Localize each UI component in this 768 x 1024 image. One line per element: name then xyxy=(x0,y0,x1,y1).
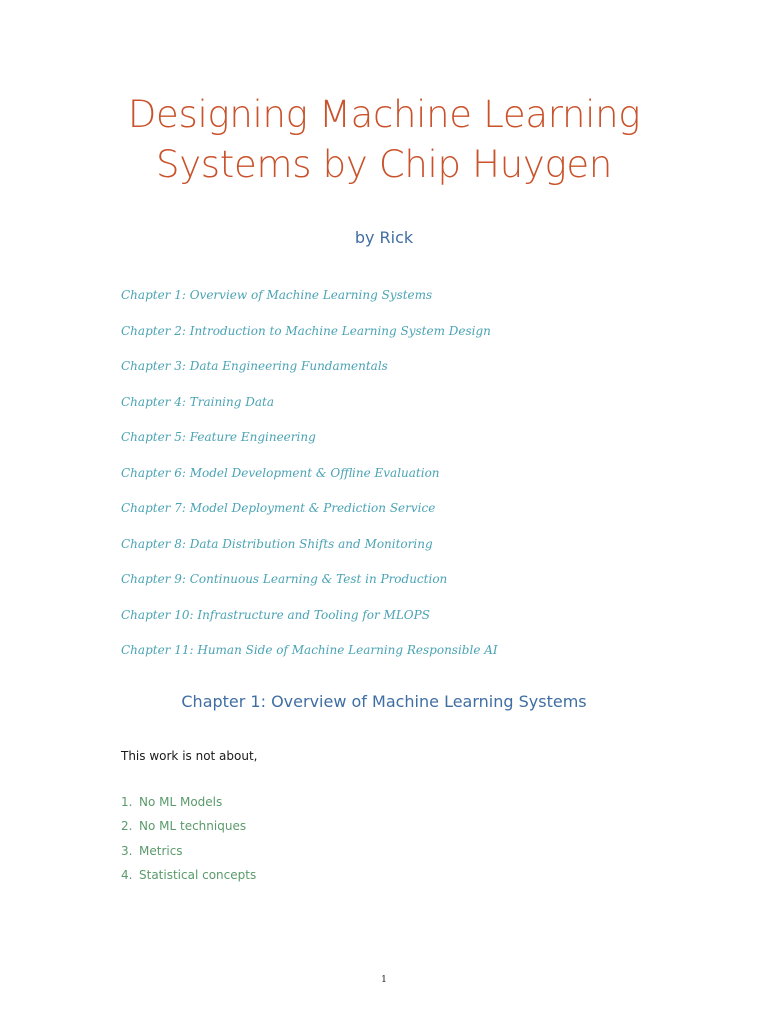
section-heading: Chapter 1: Overview of Machine Learning Systems xyxy=(181,692,587,711)
toc-link-chapter-9[interactable]: Chapter 9: Continuous Learning & Test in Production xyxy=(121,572,448,586)
toc-item xyxy=(121,392,498,428)
toc-link-chapter-6[interactable]: Chapter 6: Model Development & Offline Evaluation xyxy=(121,465,440,480)
numbered-list xyxy=(121,794,256,891)
toc-item xyxy=(121,285,498,321)
toc-link-chapter-10[interactable]: Chapter 10: Infrastructure and Tooling for MLOPS xyxy=(121,607,430,622)
list-number: 3. xyxy=(121,843,133,858)
author-byline: by Rick xyxy=(354,228,414,247)
toc-item xyxy=(121,534,498,570)
intro-paragraph: This work is not about, xyxy=(121,749,258,763)
table-of-contents xyxy=(121,285,498,676)
document-title xyxy=(0,90,768,190)
toc-item xyxy=(121,640,498,676)
list-text: No ML Models xyxy=(139,795,223,809)
toc-link-chapter-3[interactable]: Chapter 3: Data Engineering Fundamentals xyxy=(121,359,388,373)
list-number: 4. xyxy=(121,867,133,882)
toc-item xyxy=(121,356,498,392)
toc-item xyxy=(121,321,498,357)
list-item xyxy=(121,843,256,867)
list-text: Metrics xyxy=(139,843,183,858)
list-number: 1. xyxy=(121,795,133,809)
toc-item xyxy=(121,498,498,534)
title-line-2: Systems by Chip Huygen xyxy=(156,143,612,186)
toc-link-chapter-4[interactable]: Chapter 4: Training Data xyxy=(121,394,274,409)
list-item xyxy=(121,818,256,842)
list-text: No ML techniques xyxy=(139,819,247,834)
toc-item xyxy=(121,463,498,499)
page-number: 1 xyxy=(381,975,387,985)
toc-link-chapter-1[interactable]: Chapter 1: Overview of Machine Learning Systems xyxy=(121,288,433,302)
list-number: 2. xyxy=(121,819,133,834)
toc-item xyxy=(121,569,498,605)
toc-link-chapter-5[interactable]: Chapter 5: Feature Engineering xyxy=(121,430,316,444)
list-text: Statistical concepts xyxy=(139,867,257,882)
toc-item xyxy=(121,605,498,641)
list-item xyxy=(121,794,256,818)
toc-item xyxy=(121,427,498,463)
toc-link-chapter-11[interactable]: Chapter 11: Human Side of Machine Learning Responsible AI xyxy=(121,643,498,657)
list-item xyxy=(121,867,256,891)
toc-link-chapter-2[interactable]: Chapter 2: Introduction to Machine Learning System Design xyxy=(121,323,491,338)
toc-link-chapter-8[interactable]: Chapter 8: Data Distribution Shifts and Monitoring xyxy=(121,536,433,551)
title-line-1: Designing Machine Learning xyxy=(127,93,641,136)
toc-link-chapter-7[interactable]: Chapter 7: Model Deployment & Prediction Service xyxy=(121,501,436,515)
